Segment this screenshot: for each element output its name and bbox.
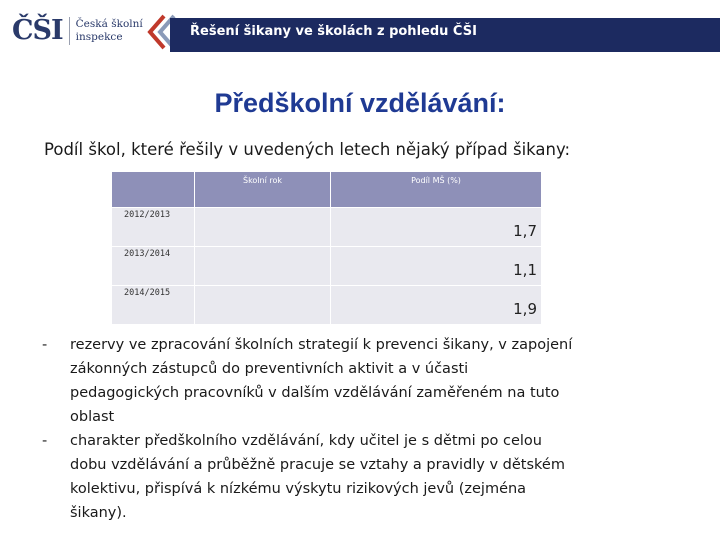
empty-cell: [195, 208, 331, 247]
bullet-marker: -: [42, 433, 48, 449]
bullet-line: dobu vzdělávání a průběžně pracuje se vztahy a pravidly v dětském: [70, 457, 565, 473]
bullet-line: pedagogických pracovníků v dalším vzdělávání zaměřeném na tuto: [70, 385, 560, 401]
share-value-cell: 1,7: [331, 208, 542, 247]
list-item: [42, 429, 682, 525]
banner-title: Řešení šikany ve školách z pohledu ČŠI: [190, 24, 477, 39]
logo-divider: [69, 17, 70, 45]
bullet-marker: -: [42, 337, 48, 353]
page-subtitle: Podíl škol, které řešily v uvedených letech nějaký případ šikany:: [44, 140, 571, 159]
table-row: [112, 286, 542, 325]
column-header: [112, 172, 195, 208]
bullet-line: zákonných zástupců do preventivních aktivit a v účasti: [70, 361, 469, 377]
empty-cell: [195, 247, 331, 286]
table-header-row: [112, 172, 542, 208]
csi-logo: [12, 16, 143, 46]
school-year-cell: 2012/2013: [112, 208, 195, 247]
list-item: [42, 333, 682, 429]
logo-line-1: Česká školní: [75, 18, 143, 30]
column-header: Podíl MŠ (%): [331, 172, 542, 208]
table-row: [112, 208, 542, 247]
findings-list: [42, 333, 682, 525]
school-year-cell: 2013/2014: [112, 247, 195, 286]
table-row: [112, 247, 542, 286]
page-title: Předškolní vzdělávání:: [214, 88, 506, 118]
share-value-cell: 1,9: [331, 286, 542, 325]
column-header: Školní rok: [195, 172, 331, 208]
empty-cell: [195, 286, 331, 325]
logo-line-2: inspekce: [75, 31, 123, 43]
bullet-line: kolektivu, přispívá k nízkému výskytu rizikových jevů (zejména: [70, 481, 527, 497]
logo-text: [76, 18, 143, 44]
bullet-line: šikany).: [70, 505, 127, 521]
bullet-line: oblast: [70, 409, 115, 425]
logo-mark: ČŠI: [12, 15, 63, 46]
school-year-cell: 2014/2015: [112, 286, 195, 325]
header: [0, 0, 720, 64]
bullet-line: charakter předškolního vzdělávání, kdy učitel je s dětmi po celou: [70, 433, 542, 449]
bullet-line: rezervy ve zpracování školních strategií k prevenci šikany, v zapojení: [70, 337, 573, 353]
bullying-share-table: [111, 171, 542, 325]
share-value-cell: 1,1: [331, 247, 542, 286]
